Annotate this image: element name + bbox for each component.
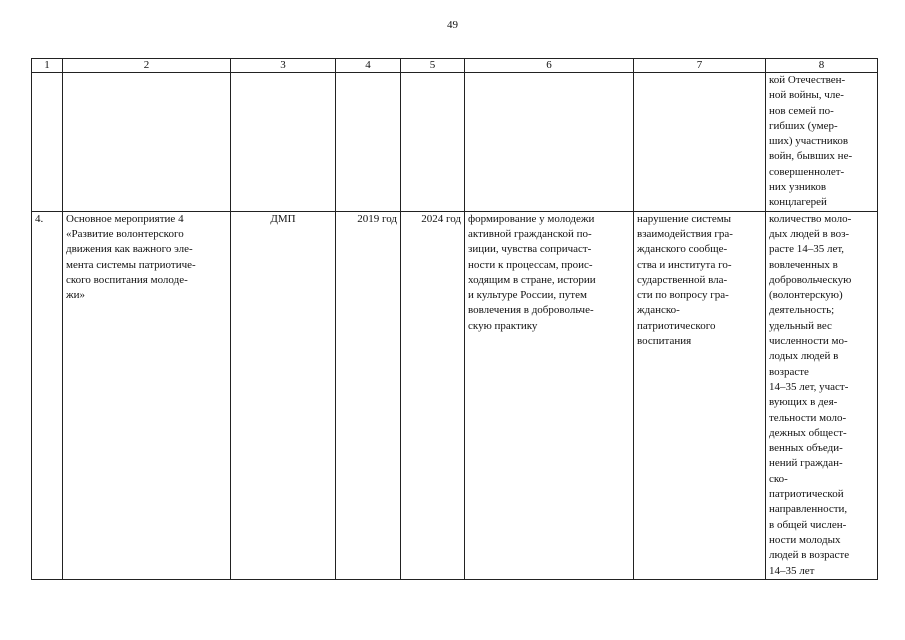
table-cell <box>465 73 634 212</box>
text-line: ших) участников <box>769 135 849 148</box>
header-cell: 1 <box>32 59 63 73</box>
text-line: 14–35 лет <box>769 564 815 577</box>
text-line: ности к процессам, проис- <box>468 258 593 271</box>
expected-result-cell <box>465 211 634 579</box>
text-line: скую практику <box>468 319 538 332</box>
table-cell <box>336 73 401 212</box>
text-line: патриотической <box>769 488 844 501</box>
header-cell: 8 <box>766 59 878 73</box>
text-line: жданского сообще- <box>637 243 728 256</box>
start-year-cell: 2019 год <box>336 211 401 579</box>
text-line: активной гражданской по- <box>468 227 592 240</box>
text-line: гибших (умер- <box>769 119 838 132</box>
text-line: нарушение системы <box>637 212 732 225</box>
activity-name-cell <box>63 211 231 579</box>
text-line: добровольческую <box>769 273 852 286</box>
text-line: них узников <box>769 181 827 194</box>
page-number: 49 <box>447 19 458 31</box>
header-cell: 3 <box>231 59 336 73</box>
table-cell <box>401 73 465 212</box>
text-line: расте 14–35 лет, <box>769 243 845 256</box>
text-line: нений граждан- <box>769 457 843 470</box>
header-cell: 7 <box>634 59 766 73</box>
text-line: сти по вопросу гра- <box>637 289 729 302</box>
table-row-continuation <box>32 73 878 212</box>
text-line: жданско- <box>637 304 680 317</box>
table-cell <box>231 73 336 212</box>
text-line: мента системы патриотиче- <box>66 258 196 271</box>
text-line: в общей числен- <box>769 518 847 531</box>
text-line: количество моло- <box>769 212 852 225</box>
text-line: ства и института го- <box>637 258 732 271</box>
header-cell: 6 <box>465 59 634 73</box>
text-line: людей в возрасте <box>769 549 850 562</box>
executor-cell: ДМП <box>231 211 336 579</box>
text-line: лодых людей в <box>769 350 839 363</box>
table-row-4 <box>32 211 878 579</box>
text-line: концлагерей <box>769 196 827 209</box>
indicators-cell-continued <box>766 73 878 212</box>
text-line: вующих в дея- <box>769 396 838 409</box>
text-line: ходящим в стране, истории <box>468 273 596 286</box>
text-line: Основное мероприятие 4 <box>66 212 184 225</box>
text-line: движения как важного эле- <box>66 243 193 256</box>
table-cell <box>634 73 766 212</box>
text-line: деятельность; <box>769 304 835 317</box>
text-line: вовлеченных в <box>769 258 838 271</box>
row-number-cell: 4. <box>32 211 63 579</box>
consequences-cell <box>634 211 766 579</box>
text-line: зиции, чувства сопричаст- <box>468 243 592 256</box>
text-line: ности молодых <box>769 533 841 546</box>
end-year-cell: 2024 год <box>401 211 465 579</box>
table-cell <box>63 73 231 212</box>
text-line: «Развитие волонтерского <box>66 227 184 240</box>
text-line: ского воспитания молоде- <box>66 273 188 286</box>
header-cell: 4 <box>336 59 401 73</box>
text-line: взаимодействия гра- <box>637 227 733 240</box>
text-line: дых людей в воз- <box>769 227 850 240</box>
text-line: патриотического <box>637 319 716 332</box>
text-line: сударственной вла- <box>637 273 728 286</box>
text-line: направленности, <box>769 503 848 516</box>
text-line: венных объеди- <box>769 442 843 455</box>
header-cell: 5 <box>401 59 465 73</box>
text-line: войн, бывших не- <box>769 150 853 163</box>
text-line: нов семей по- <box>769 104 834 117</box>
text-line: ной войны, чле- <box>769 89 844 102</box>
text-line: совершеннолет- <box>769 165 845 178</box>
text-line: возрасте <box>769 365 809 378</box>
text-line: и культуре России, путем <box>468 289 587 302</box>
text-line: дежных общест- <box>769 426 847 439</box>
text-line: численности мо- <box>769 335 848 348</box>
text-line: (волонтерскую) <box>769 289 843 302</box>
text-line: вовлечения в добровольче- <box>468 304 594 317</box>
text-line: формирование у молодежи <box>468 212 595 225</box>
text-line: ско- <box>769 472 788 485</box>
table-cell <box>32 73 63 212</box>
text-line: жи» <box>66 289 85 302</box>
text-line: кой Отечествен- <box>769 74 846 86</box>
header-cell: 2 <box>63 59 231 73</box>
text-line: 14–35 лет, участ- <box>769 380 849 393</box>
text-line: тельности моло- <box>769 411 847 424</box>
indicators-cell <box>766 211 878 579</box>
program-table <box>31 58 878 580</box>
text-line: удельный вес <box>769 319 832 332</box>
text-line: воспитания <box>637 335 692 348</box>
table-header-row <box>32 59 878 73</box>
